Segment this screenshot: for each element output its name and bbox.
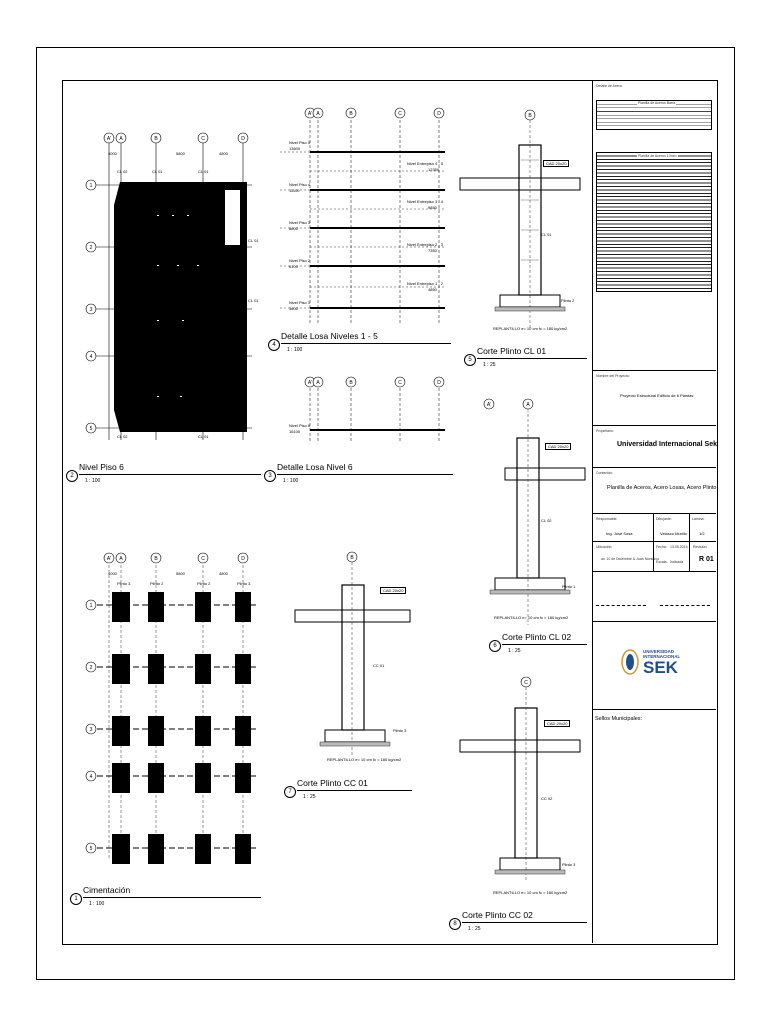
svg-text:B: B xyxy=(350,555,354,561)
view-title-cc01: Corte Plinto CC 01 xyxy=(297,778,368,788)
tb-escala-heading: Escala: xyxy=(656,560,668,564)
tb-dibujante-heading: Dibujante: xyxy=(656,517,672,521)
cut8-plinto: Plinto 3 xyxy=(562,862,576,867)
svg-text:B: B xyxy=(349,111,353,117)
cim-plinto-b1: Plinto 2 xyxy=(150,581,164,586)
svg-text:A: A xyxy=(119,136,123,142)
svg-text:1: 1 xyxy=(89,603,93,609)
svg-text:4: 4 xyxy=(89,774,93,780)
entrepiso-3-name: Nivel Entrepiso 2 - 3 xyxy=(407,242,444,247)
view-scale-2: 1 : 100 xyxy=(85,478,101,484)
level-5-name: Nivel Piso 1 xyxy=(289,300,311,305)
svg-text:B: B xyxy=(528,113,532,119)
svg-text:D: D xyxy=(437,111,441,117)
view-number-1: 1 xyxy=(70,893,82,905)
svg-text:D: D xyxy=(241,136,245,142)
signature-line-1 xyxy=(596,605,646,606)
title-underline xyxy=(79,474,261,475)
level-6-name: Nivel Piso 6 xyxy=(289,423,311,428)
view-title-cc02: Corte Plinto CC 02 xyxy=(462,910,533,920)
col-label-cl01-b: CL 01 xyxy=(198,169,209,174)
svg-text:C: C xyxy=(398,111,402,117)
cad-box-cc01: CAD 20x20 xyxy=(380,587,406,594)
level-3-elev: 8600 xyxy=(289,226,298,231)
level-6-elev: 16100 xyxy=(289,429,301,434)
svg-text:A': A' xyxy=(486,402,492,408)
svg-text:5: 5 xyxy=(89,426,93,432)
view-title-nivel-piso-6: Nivel Piso 6 xyxy=(79,462,124,472)
cim-plinto-a1: Plinto 3 xyxy=(117,581,131,586)
view-title-cimentacion: Cimentación xyxy=(83,885,131,895)
entrepiso-3-elev: 7350 xyxy=(428,248,437,253)
cad-box-cc02: CAD 20x20 xyxy=(544,720,570,727)
level-2-elev: 11100 xyxy=(289,188,300,193)
tb-proyecto-heading: Nombre del Proyecto: xyxy=(596,374,630,378)
svg-text:A: A xyxy=(316,111,320,117)
svg-text:5: 5 xyxy=(89,846,93,852)
col-label-cl01-d: CL 01 xyxy=(248,298,259,303)
view-number-6: 6 xyxy=(489,640,501,652)
svg-text:B: B xyxy=(349,380,353,386)
cut7-col-label: CC 01 xyxy=(373,663,385,668)
tb-detalle-heading: Detalle de Acero: xyxy=(596,84,623,88)
view-title-cl02: Corte Plinto CL 02 xyxy=(502,632,572,642)
tb-escala-value: Indicada xyxy=(670,560,684,564)
svg-text:A': A' xyxy=(106,556,112,562)
tb-responsable-heading: Responsable: xyxy=(596,517,618,521)
cut-plinto-cl02 xyxy=(455,390,590,630)
cut6-col-label: CL 02 xyxy=(541,518,552,523)
cut7-plinto: Plinto 3 xyxy=(393,728,407,733)
view-number-7: 7 xyxy=(284,786,296,798)
cad-box-cl01: CAD 20x20 xyxy=(543,160,569,167)
grid-dim-3: 4800 xyxy=(219,151,228,156)
title-underline xyxy=(462,922,587,923)
plan-cimentacion xyxy=(62,540,262,870)
cut5-plinto: Plinto 2 xyxy=(561,298,575,303)
cut6-plinto: Plinto 1 xyxy=(562,584,576,589)
svg-text:C: C xyxy=(201,136,205,142)
view-scale-8: 1 : 25 xyxy=(468,926,481,932)
section-losa-niveles xyxy=(270,100,455,330)
view-scale-1: 1 : 100 xyxy=(89,901,105,907)
tb-seals-section xyxy=(592,709,716,944)
col-label-cl02-b: CL 02 xyxy=(117,434,128,439)
tb-ubicacion-heading: Ubicación: xyxy=(596,545,613,549)
svg-text:D: D xyxy=(437,380,441,386)
grid-dim-1: 4000 xyxy=(108,151,117,156)
tb-propietario-heading: Propietario: xyxy=(596,429,614,433)
cad-box-cl02: CAD 20x20 xyxy=(545,443,571,450)
logo-line-1: UNIVERSIDAD xyxy=(643,649,675,654)
tb-proyecto-value: Proyecto Estructural Edificio de 6 Plantas xyxy=(620,393,694,398)
svg-text:2: 2 xyxy=(89,665,93,671)
view-scale-6: 1 : 25 xyxy=(508,648,521,654)
tb-revision-heading: Revisión: xyxy=(693,545,708,549)
cut8-col-label: CC 02 xyxy=(541,796,553,801)
tb-fecha-heading: Fecha: xyxy=(656,545,667,549)
view-title-losa-niveles: Detalle Losa Niveles 1 - 5 xyxy=(281,331,378,341)
tb-contenido-heading: Contenido: xyxy=(596,471,613,475)
title-underline xyxy=(477,358,587,359)
steel-schedule-2 xyxy=(596,152,712,292)
svg-text:A': A' xyxy=(307,111,313,117)
entrepiso-4-name: Nivel Entrepiso 1 - 2 xyxy=(407,281,444,286)
view-number-4: 4 xyxy=(268,339,280,351)
cut6-replantillo: REPLANTILLO e= 10 cm fc = 180 kg/cm2 xyxy=(494,615,569,620)
view-title-losa-nivel-6: Detalle Losa Nivel 6 xyxy=(277,462,353,472)
cut-plinto-cc02 xyxy=(455,670,590,885)
tb-sellos: Sellos Municipales: xyxy=(595,716,643,722)
svg-text:1: 1 xyxy=(89,183,93,189)
view-number-2: 2 xyxy=(66,470,78,482)
level-1-name: Nivel Piso 5 xyxy=(289,140,311,145)
title-underline xyxy=(502,644,587,645)
level-5-elev: 3600 xyxy=(289,306,298,311)
col-label-cl01-e: CL 01 xyxy=(198,434,209,439)
signature-line-2 xyxy=(660,605,710,606)
logo-main: SEK xyxy=(643,658,678,677)
entrepiso-2-elev: 9850 xyxy=(428,205,437,210)
svg-text:C: C xyxy=(201,556,205,562)
svg-text:A': A' xyxy=(106,136,112,142)
col-label-cl02: CL 02 xyxy=(117,169,128,174)
svg-text:A: A xyxy=(526,402,530,408)
level-1-elev: 13600 xyxy=(289,146,301,151)
cut5-replantillo: REPLANTILLO e= 10 cm fc = 180 kg/cm2 xyxy=(493,326,568,331)
university-logo-icon xyxy=(620,648,640,676)
view-number-3: 3 xyxy=(264,470,276,482)
cut7-replantillo: REPLANTILLO e= 10 cm fc = 180 kg/cm2 xyxy=(327,757,402,762)
steel-schedule-1-title: Planilla de Aceros Barra xyxy=(638,101,676,105)
view-scale-4: 1 : 100 xyxy=(287,347,303,353)
view-scale-7: 1 : 25 xyxy=(303,794,316,800)
cim-plinto-d1: Plinto 3 xyxy=(237,581,251,586)
svg-text:B: B xyxy=(154,136,158,142)
view-number-5: 5 xyxy=(464,354,476,366)
tb-dibujante-value: Velasco Murillo xyxy=(660,531,687,536)
col-label-cl01-c: CL 01 xyxy=(248,238,259,243)
tb-project-section xyxy=(592,370,716,426)
level-4-name: Nivel Piso 2 xyxy=(289,258,311,263)
cim-dim-2: 5800 xyxy=(176,571,185,576)
entrepiso-2-name: Nivel Entrepiso 3 - 4 xyxy=(407,199,444,204)
tb-lamina-heading: Lámina: xyxy=(692,517,705,521)
tb-lamina-value: 1/2 xyxy=(699,531,705,536)
cim-plinto-c1: Plinto 2 xyxy=(197,581,211,586)
svg-text:2: 2 xyxy=(89,245,93,251)
cim-dim-3: 4800 xyxy=(219,571,228,576)
tb-propietario-value: Universidad Internacional Sek xyxy=(617,441,717,448)
grid-dim-2: 5800 xyxy=(176,151,185,156)
svg-text:A': A' xyxy=(307,380,313,386)
cut5-col-label: CL 01 xyxy=(541,232,552,237)
level-2-name: Nivel Piso 4 xyxy=(289,182,311,187)
title-underline xyxy=(281,343,451,344)
tb-signatures-row xyxy=(592,571,716,622)
cim-dim-1: 4000 xyxy=(108,571,117,576)
title-underline xyxy=(277,474,453,475)
svg-text:A: A xyxy=(119,556,123,562)
steel-schedule-2-title: Planilla de Aceros 10mm xyxy=(638,154,677,158)
svg-text:3: 3 xyxy=(89,727,93,733)
tb-revision-value: R 01 xyxy=(699,556,714,563)
svg-text:B: B xyxy=(154,556,158,562)
entrepiso-1-elev: 12350 xyxy=(428,167,440,172)
svg-text:C: C xyxy=(524,680,528,686)
view-title-cl01: Corte Plinto CL 01 xyxy=(477,346,547,356)
title-underline xyxy=(297,790,412,791)
col-label-cl01: CL 01 xyxy=(152,169,163,174)
svg-text:A: A xyxy=(316,380,320,386)
logo-line-2: INTERNACIONAL xyxy=(643,654,681,659)
svg-text:D: D xyxy=(241,556,245,562)
tb-responsable-value: Ing. José Sosa xyxy=(606,531,633,536)
level-3-name: Nivel Piso 3 xyxy=(289,220,311,225)
view-number-8: 8 xyxy=(449,918,461,930)
tb-contenido-value: Planilla de Aceros, Acero Losas, Acero Plinto xyxy=(607,485,717,491)
svg-text:3: 3 xyxy=(89,307,93,313)
entrepiso-4-elev: 4850 xyxy=(428,287,437,292)
svg-text:4: 4 xyxy=(89,354,93,360)
view-scale-3: 1 : 100 xyxy=(283,478,299,484)
tb-fecha-value: 13.05.2016 xyxy=(670,545,688,549)
tb-ubicacion-value: av. 10 de Diciembre & Juan Montalvo xyxy=(601,557,659,561)
title-underline xyxy=(83,897,261,898)
level-4-elev: 6100 xyxy=(289,264,298,269)
view-scale-5: 1 : 25 xyxy=(483,362,496,368)
cut8-replantillo: REPLANTILLO e= 10 cm fc = 180 kg/cm2 xyxy=(493,890,568,895)
entrepiso-1-name: Nivel Entrepiso 4 - 5 xyxy=(407,161,444,166)
svg-text:C: C xyxy=(398,380,402,386)
